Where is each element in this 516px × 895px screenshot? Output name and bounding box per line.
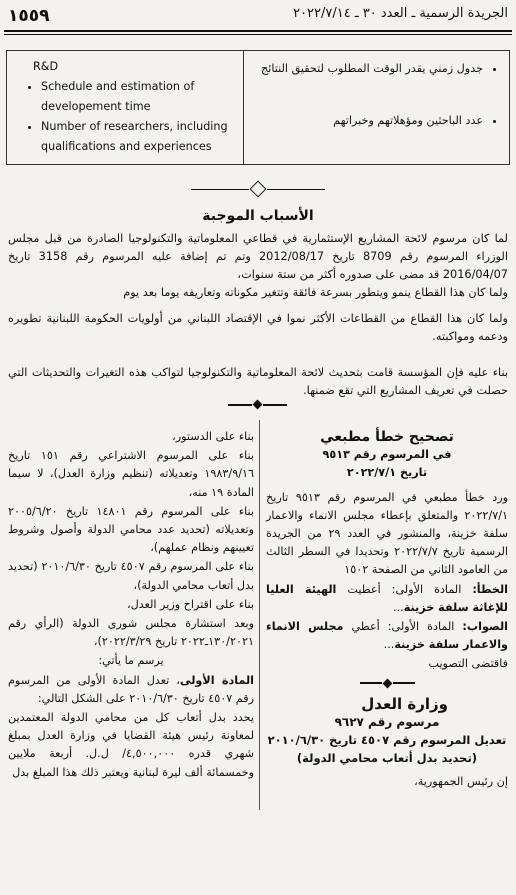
table-line-rd: R&D bbox=[33, 60, 59, 73]
reasons-paragraph-2: ولما كان هذا القطاع ينمو ويتطور بسرعة فائقة وتتغير مكوناته وتعاريفه يوما بعد يوم bbox=[123, 286, 508, 299]
erratum-error: الخطأ: المادة الأولى: أعطيت الهيئة العليا للإغاثة سلفة خزينة... bbox=[266, 582, 508, 614]
article-one-text: يحدد بدل أتعاب كل من محامي الدولة المعتمدين لمعاونة رئيس هيئة القضايا في وزارة العدل بمبلغ شهري قدره ٤,٥٠٠,٠٠٠/ ل.ل. أربعة ملايين وخمسمائة ألف ليرة لبنانية ويعتبر ذلك هذا المبلغ بدل bbox=[8, 711, 254, 779]
erratum-decree: في المرسوم رقم ٩٥١٣ bbox=[322, 448, 452, 462]
right-column bbox=[266, 428, 508, 793]
ministry-amend: تعديل المرسوم رقم ٤٥٠٧ تاريخ ٢٠١٠/٦/٣٠ bbox=[267, 733, 507, 748]
president-line: إن رئيس الجمهورية، bbox=[414, 775, 508, 789]
basis-proposal: بناء على اقتراح وزير العدل، bbox=[126, 597, 254, 611]
basis-decree-4507: بناء على المرسوم رقم ٤٥٠٧ تاريخ ٢٠١٠/٦/٣٠ (تحديد بدل أتعاب محامي الدولة)، bbox=[8, 560, 254, 592]
erratum-closing: فاقتضى التصويب bbox=[428, 657, 508, 671]
basis-constitution: بناء على الدستور، bbox=[172, 430, 254, 443]
bold-ornament bbox=[228, 401, 287, 408]
basis-decree-14801: بناء على المرسوم رقم ١٤٨٠١ تاريخ ٢٠٠٥/٦/٢٠ وتعديلاته (تحديد عدد محامي الدولة وأصول وشروط تعيينهم ونظام عملهم)، bbox=[8, 504, 254, 555]
reasons-paragraph-1: لما كان مرسوم لائحة المشاريع الإستثمارية في قطاعي المعلوماتية والتكنولوجيا الصادرة من قبل مجلس الوزراء المرسوم رقم 8709 تاريخ 2012/08/17 وتم تم إضافة عليه المرسوم رقم 3158 تاريخ 2016/04/07 قد مضى على صدوره أكثر من ستة سنوات، bbox=[8, 232, 508, 281]
gazette-title: الجريدة الرسمية ـ العدد ٣٠ ـ ٢٠٢٢/٧/١٤ bbox=[293, 6, 508, 21]
column-divider bbox=[259, 420, 260, 810]
article-one: المادة الأولى، تعدل المادة الأولى من المرسوم رقم ٤٥٠٧ تاريخ ٢٠١٠/٦/٣٠ على الشكل التالي: bbox=[8, 673, 254, 705]
continuation-table bbox=[6, 50, 510, 165]
ministry-title: وزارة العدل bbox=[361, 694, 448, 713]
header-rule bbox=[4, 30, 512, 32]
section-ornament bbox=[191, 183, 325, 195]
erratum-title: تصحيح خطأ مطبعي bbox=[320, 429, 454, 445]
reasons-paragraph-4: بناء عليه فإن المؤسسة قامت بتحديث لائحة المعلوماتية والتكنولوجيا لتواكب هذه التغيرات والتحديثات التي حصلت في تعريف المشاريع التي تقع ضمنها. bbox=[8, 366, 508, 397]
table-item-researchers: • Number of researchers, including qualifications and experiences bbox=[41, 117, 239, 157]
left-column bbox=[8, 428, 254, 783]
bold-ornament-2 bbox=[266, 680, 508, 687]
erratum-body: ورد خطأ مطبعي في المرسوم رقم ٩٥١٣ تاريخ ٢٠٢٢/٧/١ والمتعلق بإعطاء مجلس الانماء والاعمار سلفة خزينة، والمنشور في العدد ٢٩ من الجريدة الرسمية تاريخ ٢٠٢٢/٧/٧ وتحديدا في السطر الثالث من العامود الثاني من الصفحة ١٥٠٢ bbox=[266, 490, 508, 577]
page-header bbox=[8, 6, 508, 28]
table-item-researchers-ar: • عدد الباحثين ومؤهلاتهم وخبراتهم bbox=[244, 111, 483, 131]
erratum-correction: الصواب: المادة الأولى: أعطي مجلس الانماء والاعمار سلفة خزينة... bbox=[266, 620, 509, 652]
table-arabic-cell bbox=[244, 51, 510, 165]
table-english-cell bbox=[7, 51, 244, 165]
ministry-subtitle: (تحديد بدل أتعاب محامي الدولة) bbox=[296, 751, 478, 766]
header-rule-thin bbox=[4, 34, 512, 35]
basis-decree-151: بناء على المرسوم الاشتراعي رقم ١٥١ تاريخ ١٩٨٣/٩/١٦ وتعديلاته (تنظيم وزارة العدل)، لا سيما المادة ١٩ منه، bbox=[8, 449, 254, 499]
reasons-paragraph-3: ولما كان هذا القطاع من القطاعات الأكثر نموا في الإقتصاد اللبناني من أولويات الحكومة اللبنانية تطويره ودعمه ومواكبته. bbox=[8, 312, 508, 343]
basis-council: وبعد استشارة مجلس شورى الدولة (الرأي رقم ١٣٠/٢٠٢١ـ٢٠٢٢ تاريخ ٢٠٢٢/٣/٢٩)، bbox=[8, 617, 254, 649]
ministry-decree: مرسوم رقم ٩٦٢٧ bbox=[334, 714, 440, 729]
erratum-date: تاريخ ٢٠٢٢/٧/١ bbox=[346, 466, 428, 480]
table-item-schedule: • Schedule and estimation of developement time bbox=[41, 77, 239, 117]
page-number: ١٥٥٩ bbox=[8, 6, 50, 26]
reasons-title: الأسباب الموجبة bbox=[202, 208, 314, 224]
table-item-schedule-ar: • جدول زمني يقدر الوقت المطلوب لتحقيق النتائج bbox=[244, 59, 483, 79]
decrees-line: يرسم ما يأتي: bbox=[98, 654, 164, 668]
